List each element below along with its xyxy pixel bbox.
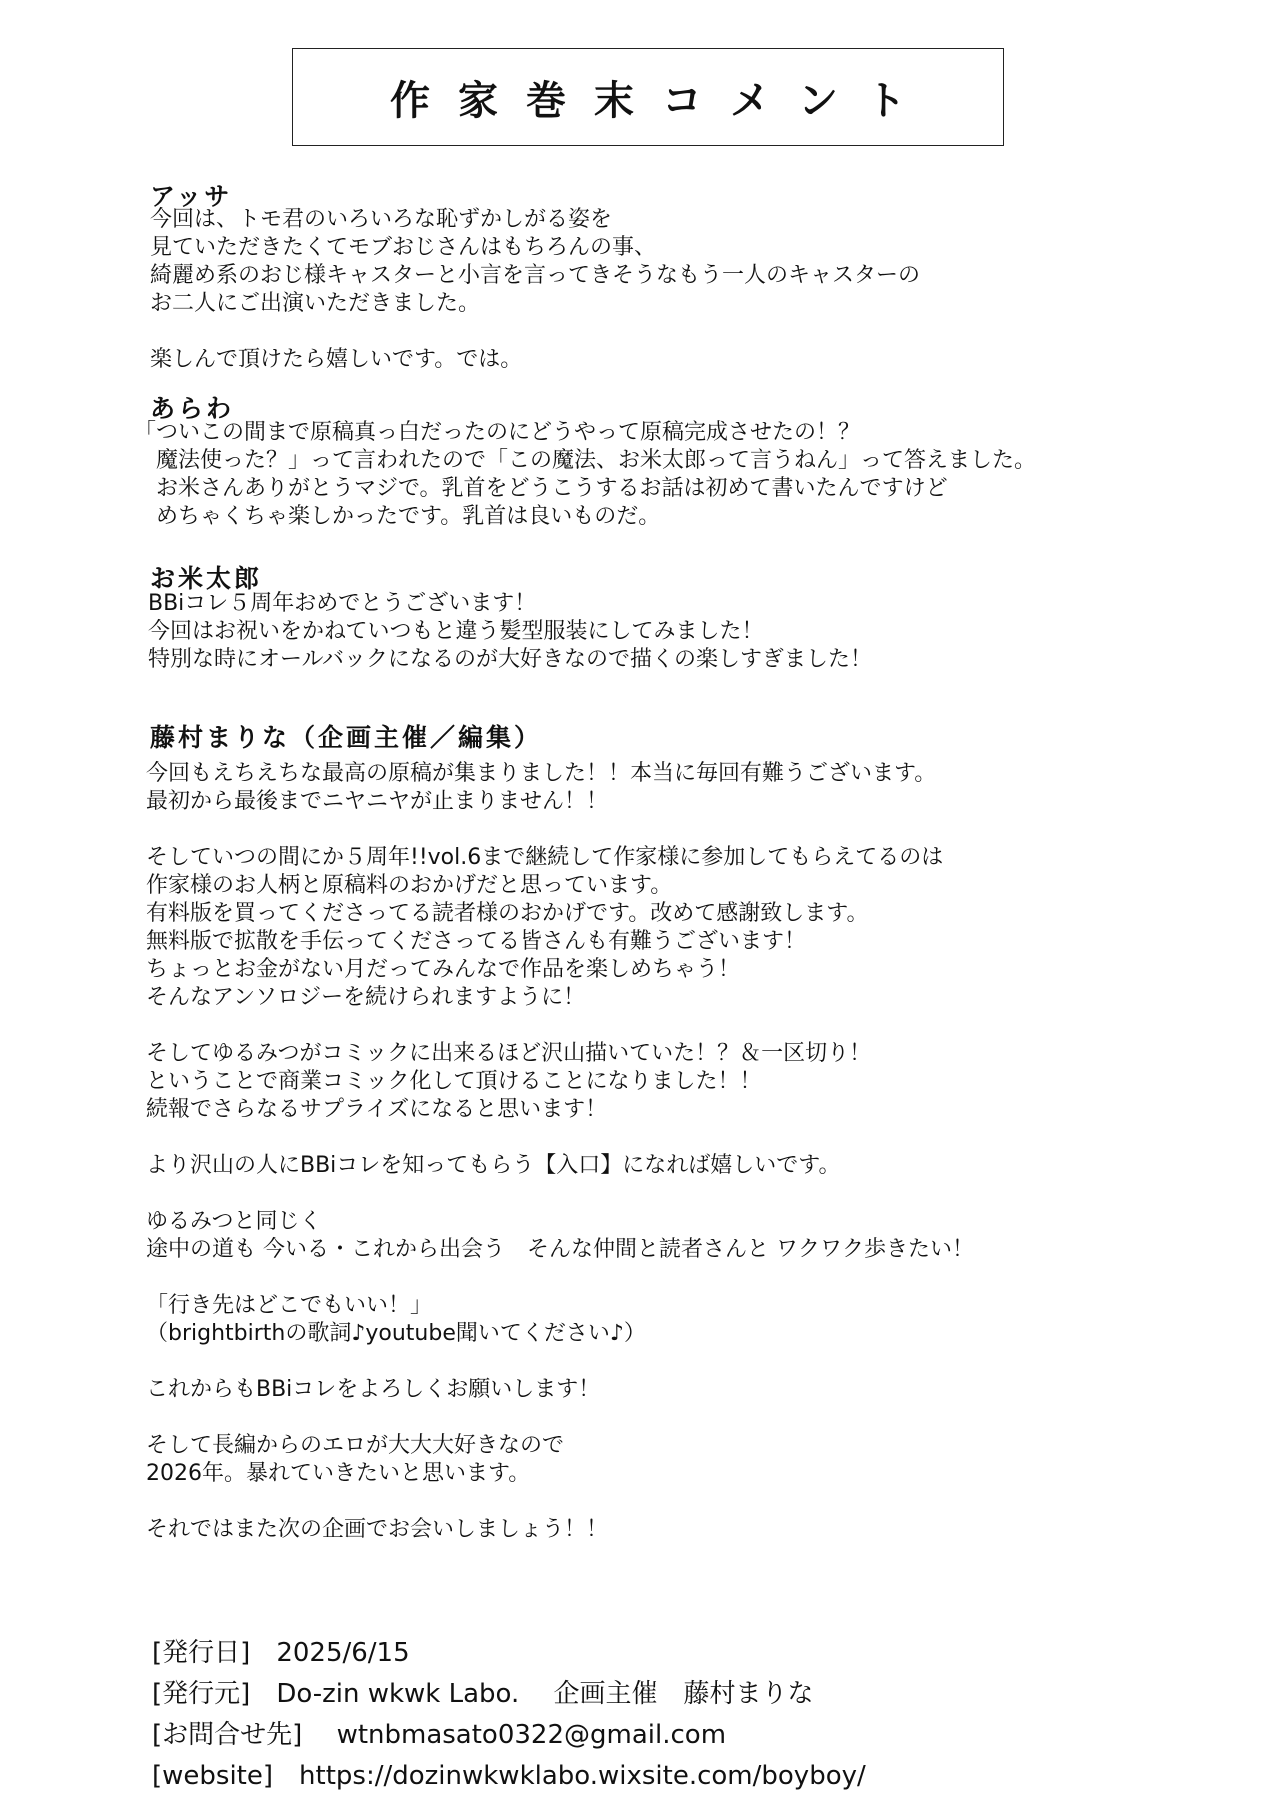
comment-line <box>146 1264 974 1292</box>
comment-line: ゆるみつと同じく <box>146 1209 322 1234</box>
colophon-label: [website] <box>152 1761 274 1791</box>
comment-line: 綺麗め系のおじ様キャスターと小言を言ってきそうなもう一人のキャスターの <box>150 263 921 288</box>
comment-line <box>146 1124 974 1152</box>
comment-line <box>146 1012 974 1040</box>
comment-line: 「行き先はどこでもいい！」 <box>146 1293 433 1318</box>
comment-line <box>146 1180 974 1208</box>
comment-line <box>146 816 974 844</box>
comment-line: 今回は、トモ君のいろいろな恥ずかしがる姿を <box>150 207 613 232</box>
comment-line: ということで商業コミック化して頂けることになりました！！ <box>146 1069 762 1094</box>
comment-line: これからもBBiコレをよろしくお願いします！ <box>146 1377 601 1402</box>
comment-line: 魔法使った？」って言われたので「この魔法、お米太郎って言うねん」って答えました。 <box>134 448 1037 473</box>
comment-block <box>134 419 1036 531</box>
author-name: お米太郎 <box>150 564 263 593</box>
comment-line: ちょっとお金がない月だってみんなで作品を楽しめちゃう！ <box>146 957 741 982</box>
website-url: https://dozinwkwklabo.wixsite.com/boyboy/ <box>299 1761 866 1791</box>
colophon-label: [お問合せ先] <box>152 1720 303 1750</box>
comment-line: 無料版で拡散を手伝ってくださってる皆さんも有難うございます！ <box>146 929 807 954</box>
comment-line: そんなアンソロジーを続けられますように！ <box>146 985 586 1010</box>
page-title: 作家巻末コメント <box>390 77 934 124</box>
colophon-row <box>152 1633 866 1674</box>
comment-line: 最初から最後までニヤニヤが止まりません！！ <box>146 789 609 814</box>
comment-line: そして長編からのエロが大大大好きなので <box>146 1433 565 1458</box>
comment-line: 続報でさらなるサプライズになると思います！ <box>146 1097 608 1122</box>
comment-line: （brightbirthの歌詞♪youtube聞いてください♪） <box>146 1321 646 1346</box>
publisher: Do-zin wkwk Labo. 企画主催 藤村まりな <box>276 1679 814 1709</box>
colophon-row <box>152 1756 866 1797</box>
author-name: アッサ <box>150 182 233 211</box>
colophon-label: [発行元] <box>152 1679 251 1709</box>
comment-line: それではまた次の企画でお会いしましょう！！ <box>146 1517 609 1542</box>
comment-line: 特別な時にオールバックになるのが大好きなので描くの楽しすぎました！ <box>148 647 873 672</box>
comment-line <box>146 1404 974 1432</box>
comment-block <box>148 590 872 674</box>
contact-email: wtnbmasato0322@gmail.com <box>336 1720 727 1750</box>
comment-block <box>150 206 920 374</box>
comment-line: より沢山の人にBBiコレを知ってもらう【入口】になれば嬉しいです。 <box>146 1153 841 1178</box>
comment-line: 2026年。暴れていきたいと思います。 <box>146 1461 531 1486</box>
comment-line: 見ていただきたくてモブおじさんはもちろんの事、 <box>150 235 657 260</box>
comment-line: 途中の道も 今いる・これから出会う そんな仲間と読者さんと ワクワク歩きたい！ <box>146 1237 974 1262</box>
colophon-row <box>152 1715 866 1756</box>
comment-block <box>146 760 974 1544</box>
comment-line <box>146 1488 974 1516</box>
author-name: あらわ <box>150 394 235 423</box>
comment-line: そしてゆるみつがコミックに出来るほど沢山描いていた！？＆一区切り！ <box>146 1041 872 1066</box>
colophon <box>152 1633 866 1797</box>
comment-line: そしていつの間にか５周年!!vol.6まで継続して作家様に参加してもらえてるのは <box>146 845 944 870</box>
comment-line: 楽しんで頂けたら嬉しいです。では。 <box>150 347 523 372</box>
colophon-label: [発行日] <box>152 1638 251 1668</box>
comment-line: 「ついこの間まで原稿真っ白だったのにどうやって原稿完成させたの！？ <box>134 420 861 445</box>
colophon-row <box>152 1674 866 1715</box>
comment-line: 今回もえちえちな最高の原稿が集まりました！！本当に毎回有難うございます。 <box>146 761 937 786</box>
author-name: 藤村まりな（企画主催／編集） <box>150 723 543 752</box>
issue-date: 2025/6/15 <box>276 1638 410 1668</box>
comment-line: お米さんありがとうマジで。乳首をどうこうするお話は初めて書いたんですけど <box>134 476 948 501</box>
comment-line: 有料版を買ってくださってる読者様のおかげです。改めて感謝致します。 <box>146 901 869 926</box>
comment-line: 今回はお祝いをかねていつもと違う髪型服装にしてみました！ <box>148 619 764 644</box>
comment-line <box>150 318 920 346</box>
comment-line: BBiコレ５周年おめでとうございます！ <box>148 591 537 616</box>
comment-line: お二人にご出演いただきました。 <box>150 291 481 316</box>
comment-line: めちゃくちゃ楽しかったです。乳首は良いものだ。 <box>134 504 661 529</box>
comment-line: 作家様のお人柄と原稿料のおかげだと思っています。 <box>146 873 673 898</box>
page-title-box <box>292 48 1004 146</box>
comment-line <box>146 1348 974 1376</box>
